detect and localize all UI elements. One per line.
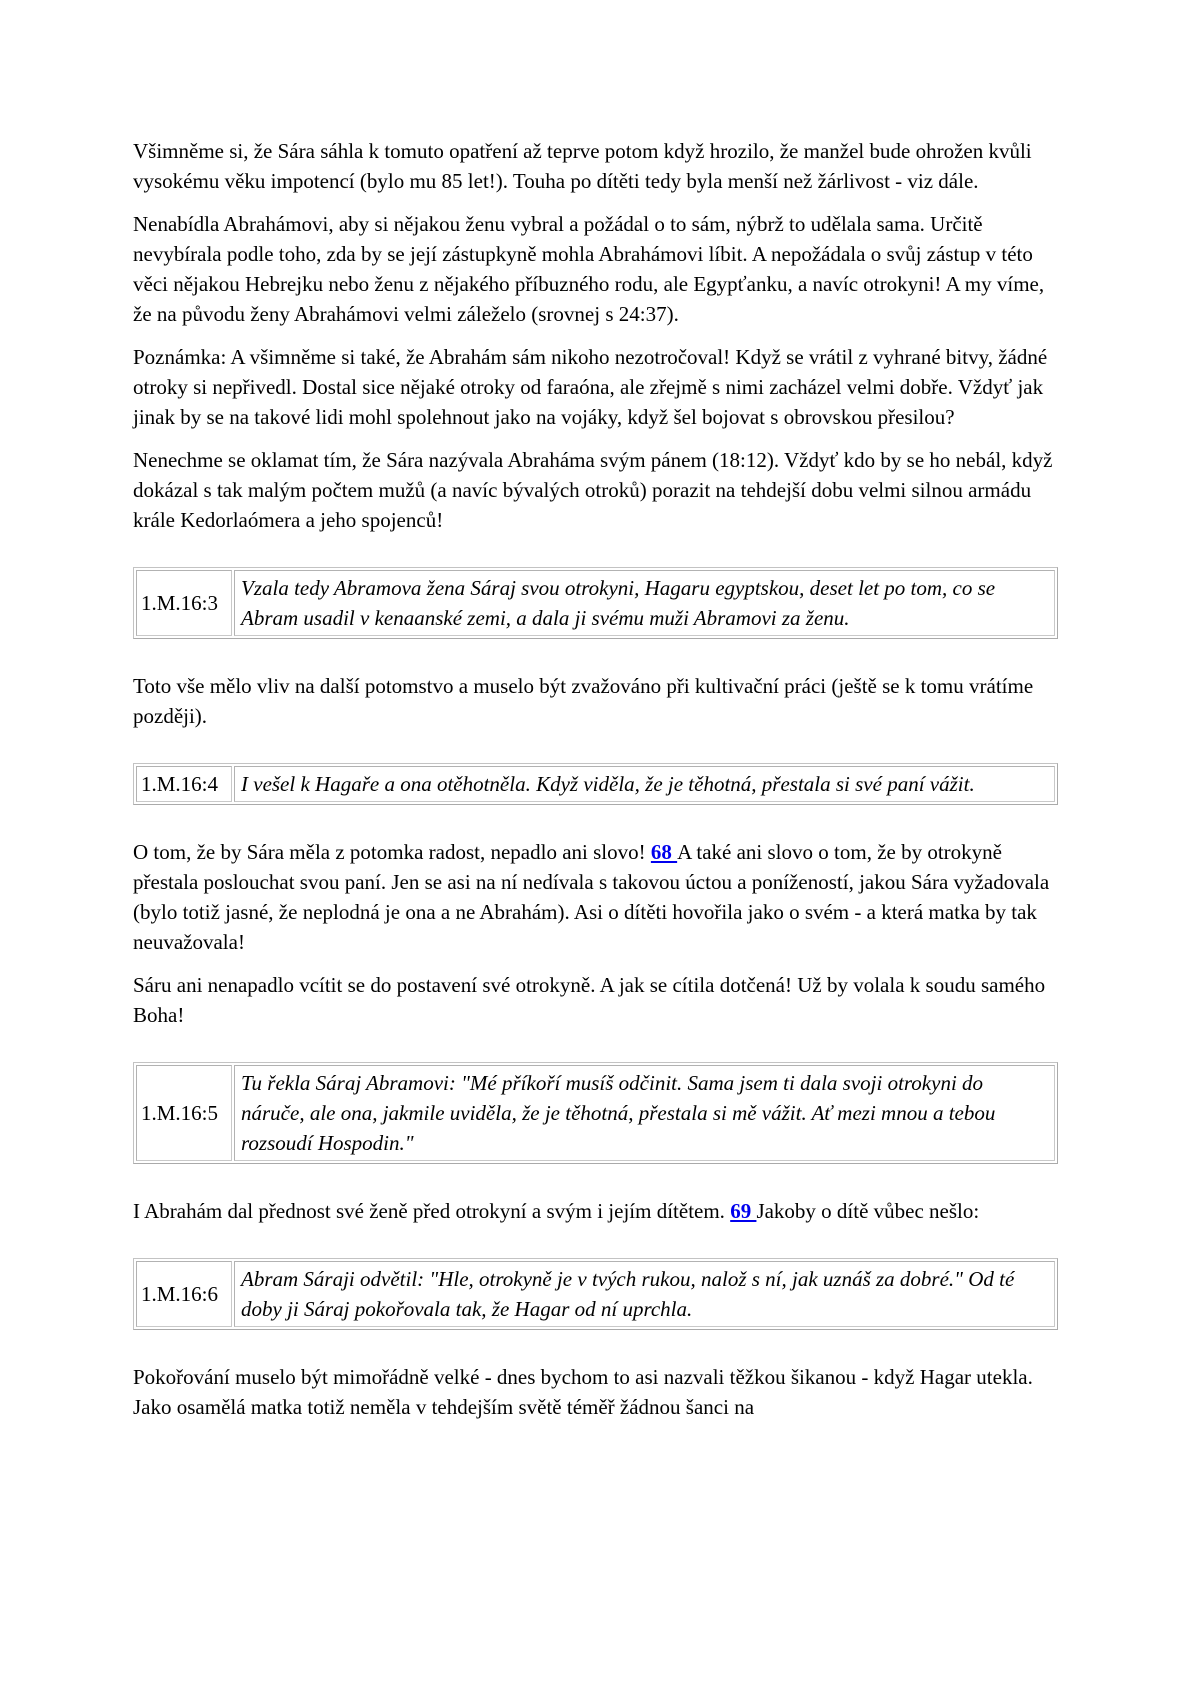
verse-row (136, 1261, 1055, 1327)
paragraph-pokorovani: Pokořování muselo být mimořádně velké - dnes bychom to asi nazvali těžkou šikanou - když Hagar utekla. Jako osamělá matka totiž neměla v tehdejším světě téměř žádnou šanci na (133, 1365, 1033, 1419)
paragraph-text: O tom, že by Sára měla z potomka radost, nepadlo ani slovo! (133, 840, 651, 864)
verse-ref: 1.M.16:5 (136, 1065, 232, 1161)
footnote-link-69[interactable]: 69 (730, 1199, 757, 1223)
verse-row (136, 570, 1055, 636)
footnote-link-68[interactable]: 68 (650, 840, 678, 864)
paragraph-toto-vse: Toto vše mělo vliv na další potomstvo a muselo být zvažováno při kultivační práci (ještě se k tomu vrátíme později). (133, 674, 1034, 728)
verse-row (136, 1065, 1055, 1161)
verse-table-1m165 (133, 1062, 1058, 1164)
paragraph-poznamka: Poznámka: A všimněme si také, že Abrahám sám nikoho nezotročoval! Když se vrátil z vyhrané bitvy, žádné otroky si nepřivedl. Dostal sice nějaké otroky od faraóna, ale zřejmě s nimi zacházel velmi dobře. Vždyť jak jinak by se na takové lidi mohl spolehnout jako na vojáky, když šel bojovat s obrovskou přesilou? (133, 345, 1048, 429)
paragraph-text: A také ani slovo o tom, že by otrokyně přestala poslouchat svou paní. Jen se asi na ní nedívala s takovou úctou a ponížeností, jakou Sára vyžadovala (bylo totiž jasné, že neplodná je ona a ne Abrahám). Asi o dítěti hovořila jako o svém - a která matka by tak neuvažovala! (133, 840, 1050, 954)
paragraph-text: Jakoby o dítě vůbec nešlo: (756, 1199, 980, 1223)
verse-ref: 1.M.16:4 (136, 766, 232, 802)
paragraph-o-tom (133, 837, 1058, 957)
verse-text: Vzala tedy Abramova žena Sáraj svou otrokyni, Hagaru egyptskou, deset let po tom, co se Abram usadil v kenaanské zemi, a dala ji svému muži Abramovi za ženu. (234, 570, 1055, 636)
paragraph-text: I Abrahám dal přednost své ženě před otrokyní a svým i jejím dítětem. (133, 1199, 731, 1223)
verse-ref: 1.M.16:3 (136, 570, 232, 636)
verse-table-1m166 (133, 1258, 1058, 1330)
paragraph-intro-sara: Všimněme si, že Sára sáhla k tomuto opatření až teprve potom když hrozilo, že manžel bude ohrožen kvůli vysokému věku impotencí (bylo mu 85 let!). Touha po dítěti tedy byla menší než žárlivost - viz dále. (133, 139, 1032, 193)
verse-text: I vešel k Hagaře a ona otěhotněla. Když viděla, že je těhotná, přestala si své paní vážit. (234, 766, 1055, 802)
verse-row (136, 766, 1055, 802)
paragraph-nenabidla: Nenabídla Abrahámovi, aby si nějakou ženu vybral a požádal o to sám, nýbrž to udělala sama. Určitě nevybírala podle toho, zda by se její zástupkyně mohla Abrahámovi líbit. A nepožádala o svůj zástup v této věci nějakou Hebrejku nebo ženu z nějakého příbuzného rodu, ale Egypťanku, a navíc otrokyni! A my víme, že na původu ženy Abrahámovi velmi záleželo (srovnej s 24:37). (133, 212, 1045, 326)
paragraph-saru-ani: Sáru ani nenapadlo vcítit se do postavení své otrokyně. A jak se cítila dotčená! Už by volala k soudu samého Boha! (133, 973, 1046, 1027)
verse-text: Tu řekla Sáraj Abramovi: "Mé příkoří musíš odčinit. Sama jsem ti dala svoji otrokyni do náruče, ale ona, jakmile uviděla, že je těhotná, přestala si mě vážit. Ať mezi mnou a tebou rozsoudí Hospodin." (234, 1065, 1055, 1161)
paragraph-i-abraham (133, 1196, 1058, 1226)
verse-text: Abram Sáraji odvětil: "Hle, otrokyně je v tvých rukou, nalož s ní, jak uznáš za dobré." Od té doby ji Sáraj pokořovala tak, že Hagar od ní uprchla. (234, 1261, 1055, 1327)
verse-ref: 1.M.16:6 (136, 1261, 232, 1327)
paragraph-nenechme: Nenechme se oklamat tím, že Sára nazývala Abraháma svým pánem (18:12). Vždyť kdo by se ho nebál, když dokázal s tak malým počtem mužů (a navíc bývalých otroků) porazit na tehdejší dobu velmi silnou armádu krále Kedorlaómera a jeho spojenců! (133, 448, 1053, 532)
verse-table-1m163 (133, 567, 1058, 639)
verse-table-1m164 (133, 763, 1058, 805)
